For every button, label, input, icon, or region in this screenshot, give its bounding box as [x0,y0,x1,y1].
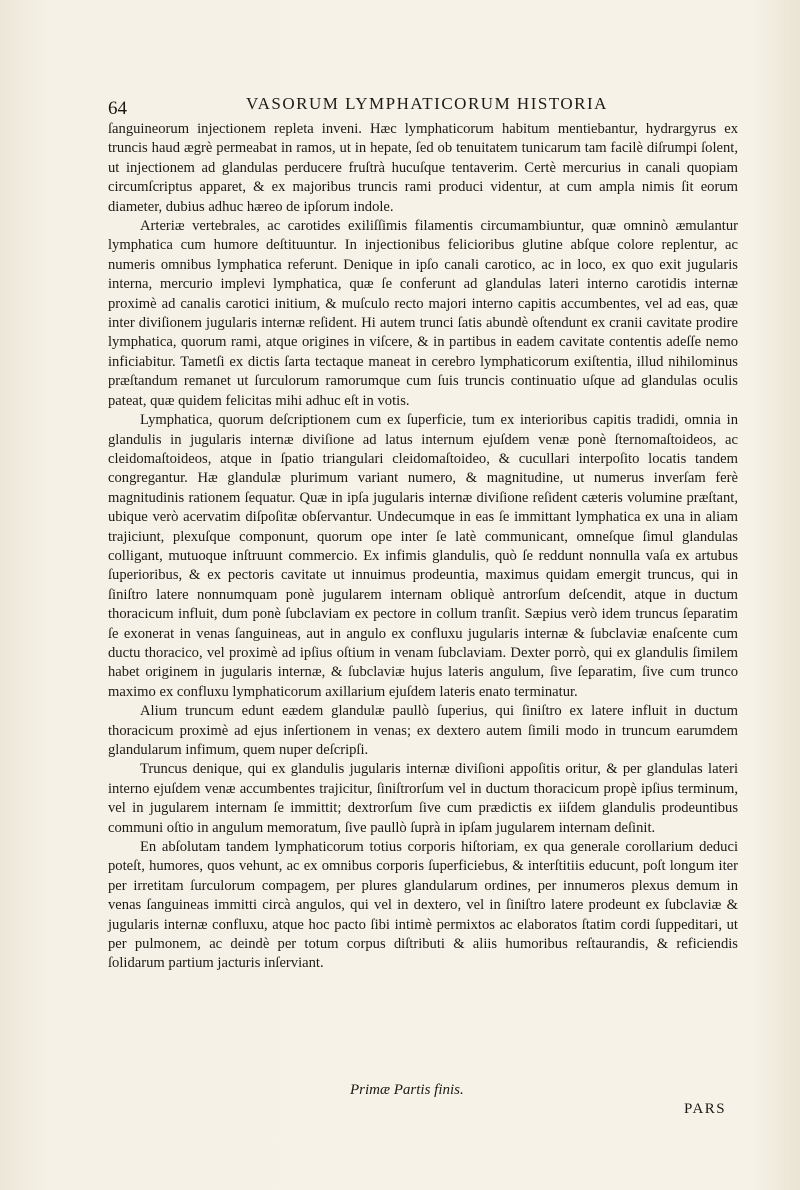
running-title: VASORUM LYMPHATICORUM HISTORIA [246,94,608,113]
part-end-note: Primæ Partis finis. [350,1082,464,1098]
paragraph-arteriae: Arteriæ vertebrales, ac carotides exiliſſimis filamentis circumambiuntur, quæ omninò æmulantur lymphatica cum humore deſtituuntur. In injectionibus felicioribus glutine abſque colore replentur, ac numeris omnibus lymphatica referunt. Denique in ipſo canali carotico, ac in loco, ex quo exit jugularis interna, mercurio implevi lymphatica, quæ ſe conferunt ad glandulas lateri interno carotidis internæ proximè ad canalis carotici initium, & muſculo recto majori interno capitis accumbentes, vel ad eas, quæ inter diviſionem jugularis internæ reſident. Hi autem trunci ſatis abundè oſtendunt ex cranii cavitate prodire lymphatica, quorum rami, atque origines in viſcere, & in partibus in eadem cavitate contentis adeſſe nemo inficiabitur. Tametſi ex dictis ſarta tectaque maneat in cerebro lymphaticorum exiſtentia, illud nihilominus præſtandum remanet ut ſurculorum ramorumque cum ſuis truncis continuatio uſque ad glandulas oculis pateat, quæ quidem felicitas mihi adhuc eſt in votis. [108,218,738,409]
page-header [108,92,736,120]
page-number: 64 [108,98,127,119]
paragraph-truncus-denique: Truncus denique, qui ex glandulis jugularis internæ diviſioni appoſitis oritur, & per glandulas lateri interno ejuſdem venæ accumbentes trajicitur, ſiniſtrorſum vel in ductum thoracicum propè ipſius terminum, vel in jugularem internam ſe immittit; dextrorſum ſive cum prædictis ex iiſdem glandulis prodeuntibus communi oſtio in angulum memoratum, ſive paullò ſuprà in ipſam jugularem internam deſinit. [108,761,738,836]
body-text [108,120,738,974]
paragraph-conclusion: En abſolutam tandem lymphaticorum totius corporis hiſtoriam, ex qua generale corollarium deduci poteſt, humores, quos vehunt, ac ex omnibus corporis ſuperficiebus, & interſtitiis educunt, poſt longum iter per irretitam ſurculorum compagem, per plures glandularum ordines, per innumeros plexus demum in venas ſanguineas immitti circà angulos, qui vel in dextero, vel in ſiniſtro latere prodeunt ex ſubclaviæ & jugularis internæ confluxu, atque hoc pacto ſibi intimè permixtos ac elaboratos ſtatim cordi ſuppeditari, ut per pulmonem, ac deindè per totum corpus diſtributi & aliis humoribus reſtaurandis, & reficiendis ſolidarum partium jacturis inſerviant. [108,839,738,972]
catchword: PARS [684,1101,727,1117]
paragraph-lymphatica: Lymphatica, quorum deſcriptionem cum ex ſuperficie, tum ex interioribus capitis tradidi, omnia in glandulis in jugularis internæ diviſione ad latus internum ejuſdem venæ ponè ſternomaſtoideos, ac cleidomaſtoideos, atque in ſpatio triangulari cleidomaſtoideo, & cucullari interpoſito locatis tandem congregantur. Hæ glandulæ plurimum variant numero, & magnitudine, ut numerus inverſam ferè magnitudinis rationem ſequatur. Quæ in ipſa jugularis internæ diviſione reſident cæteris volumine præſtant, ubique verò acervatim diſpoſitæ obſervantur. Undecumque in eas ſe immittant lymphatica ex una in aliam trajiciunt, plexuſque componunt, quorum ope inter ſe latè communicant, omneſque ſimul glandulas colligant, mutuoque inſtruunt commercio. Ex infimis glandulis, quò ſe reddunt nonnulla vaſa ex artubus ſuperioribus, & ex pectoris cavitate ut innuimus prodeuntia, maximus quidam emergit truncus, qui in ſiniſtro latere nonnumquam ponè jugularem internam obliquè antrorſum deſcendit, atque in ductum thoracicum influit, dum ponè ſubclaviam ex pectore in collum tranſit. Sæpius verò idem truncus ſeparatim ſe exonerat in venas ſanguineas, aut in angulo ex confluxu jugularis internæ & ſubclaviæ enaſcente cum ductu thoracico, vel proximè ad ipſius oſtium in venam ſubclaviam. Dexter porrò, qui ex glandulis ſimilem habet originem in jugularis internæ, & ſubclaviæ hujus lateris angulum, ſive ſeparatim, ſive cum trunco maximo ex confluxu lymphaticorum axillarium ejuſdem lateris enato terminatur. [108,412,738,700]
paragraph-continued: ſanguineorum injectionem repleta inveni. Hæc lymphaticorum habitum mentiebantur, hydrargyrus ex truncis haud ægrè permeabat in ramos, ut in hepate, ſed ob tenuitatem tunicarum tam facilè diſrumpi ſolent, ut injectionem ad glandulas perducere fruſtrà hucuſque tentaverim. Certè mercurius in canali quopiam circumſcriptus apparet, & ex majoribus truncis rami produci videntur, at cum ampla nimis ſit eorum diameter, dubius adhuc hæreo de ipſorum indole. [108,121,738,215]
paragraph-alium-truncum: Alium truncum edunt eædem glandulæ paullò ſuperius, qui ſiniſtro ex latere influit in ductum thoracicum proximè ad ejus inſertionem in venas; ex dextero autem ſimili modo in truncum earumdem glandularum infimum, quem nuper deſcripſi. [108,703,738,758]
